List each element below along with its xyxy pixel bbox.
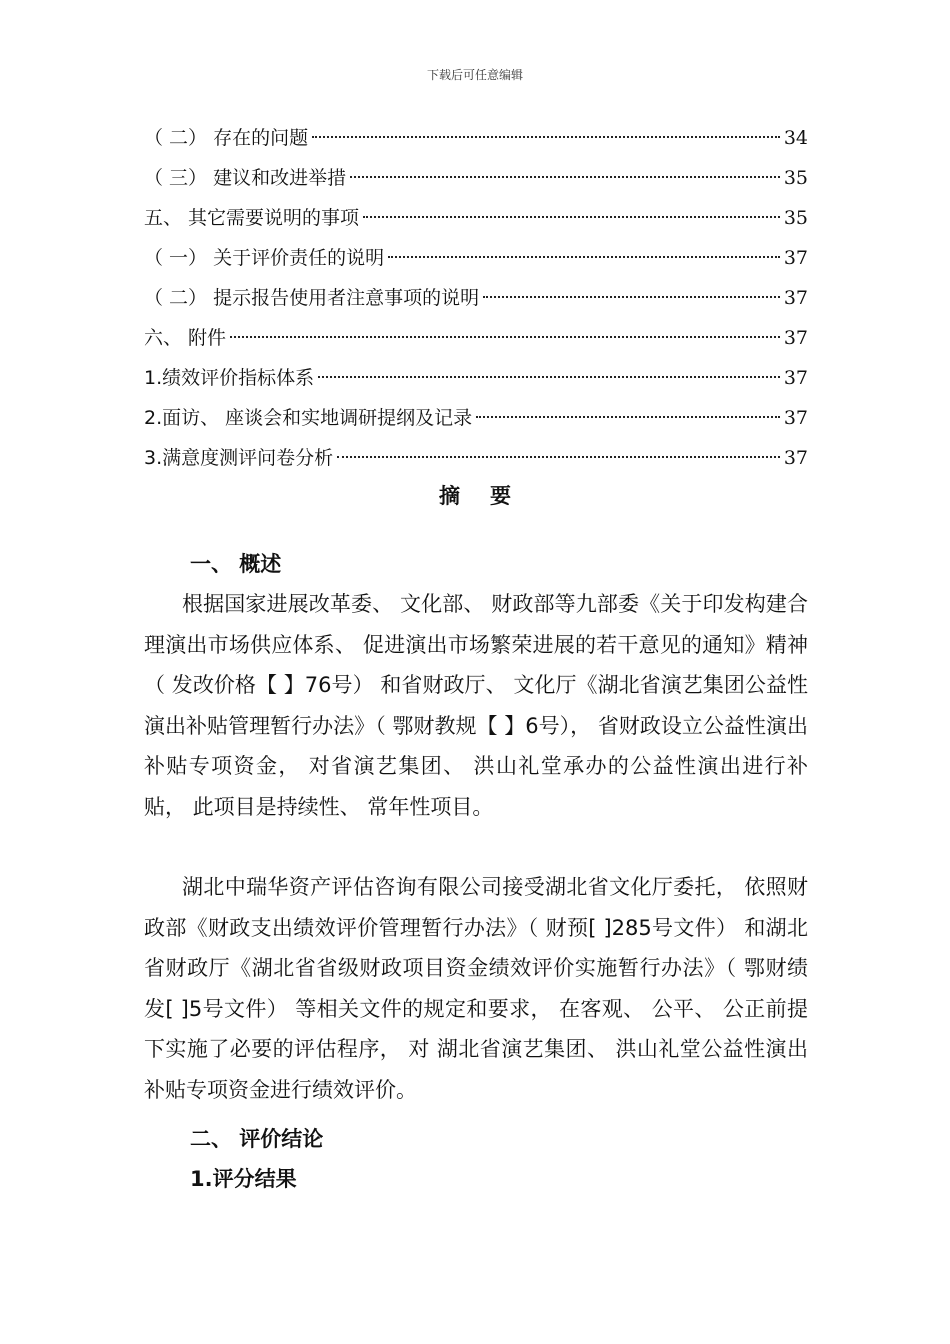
toc-label: （ 二） 提示报告使用者注意事项的说明 (144, 287, 480, 309)
toc-page-number: 37 (783, 327, 808, 349)
toc-page-number: 35 (783, 207, 808, 229)
toc-leader-dots (312, 136, 780, 138)
toc-label: 1.绩效评价指标体系 (144, 367, 315, 389)
toc-label: （ 一） 关于评价责任的说明 (144, 247, 385, 269)
toc-label: 六、 附件 (144, 327, 227, 349)
toc-row (144, 280, 808, 320)
toc-leader-dots (363, 216, 780, 218)
toc-page-number: 37 (783, 367, 808, 389)
toc-row (144, 160, 808, 200)
toc-page-number: 37 (783, 447, 808, 469)
toc-row (144, 440, 808, 480)
toc-leader-dots (230, 336, 780, 338)
toc-leader-dots (350, 176, 780, 178)
toc-row (144, 240, 808, 280)
toc-label: 3.满意度测评问卷分析 (144, 447, 334, 469)
paragraph-overview: 根据国家进展改革委、 文化部、 财政部等九部委《关于印发构建合理演出市场供应体系、 促进演出市场繁荣进展的若干意见的通知》精神（ 发改价格【 】76号） 和省财政厅、 文化厅《湖北省演艺集团公益性演出补贴管理暂行办法》（ 鄂财教规【 】6号）， 省财政设立公益性演出补贴专项资金， 对省演艺集团、 洪山礼堂承办的公益性演出进行补贴， 此项目是持续性、 常年性项目。 (144, 592, 808, 819)
toc-label: 2.面访、 座谈会和实地调研提纲及记录 (144, 407, 473, 429)
toc-leader-dots (318, 376, 780, 378)
toc-page-number: 37 (783, 407, 808, 429)
toc-leader-dots (483, 296, 780, 298)
section-heading-overview: 一、 概述 (190, 552, 282, 576)
toc-leader-dots (388, 256, 780, 258)
toc-label: 五、 其它需要说明的事项 (144, 207, 360, 229)
toc-label: （ 二） 存在的问题 (144, 127, 309, 149)
toc-row (144, 120, 808, 160)
toc-page-number: 37 (783, 287, 808, 309)
toc-page-number: 35 (783, 167, 808, 189)
toc-label: （ 三） 建议和改进举措 (144, 167, 347, 189)
header-note: 下载后可任意编辑 (426, 68, 523, 82)
toc-page-number: 34 (783, 127, 808, 149)
toc-page-number: 37 (783, 247, 808, 269)
toc-leader-dots (337, 456, 780, 458)
section-heading-conclusion: 二、 评价结论 (190, 1127, 324, 1151)
toc-row (144, 360, 808, 400)
abstract-title: 摘要 (439, 484, 541, 508)
toc-row (144, 200, 808, 240)
toc-row (144, 400, 808, 440)
subsection-heading-score-result: 1.评分结果 (190, 1167, 297, 1191)
toc-row (144, 320, 808, 360)
table-of-contents (144, 120, 808, 480)
paragraph-evaluation-basis: 湖北中瑞华资产评估咨询有限公司接受湖北省文化厅委托， 依照财政部《财政支出绩效评价管理暂行办法》（ 财预[ ]285号文件） 和湖北省财政厅《湖北省省级财政项目资金绩效评价实施暂行办法》（ 鄂财绩发[ ]5号文件） 等相关文件的规定和要求， 在客观、 公平、 公正前提下实施了必要的评估程序， 对 湖北省演艺集团、 洪山礼堂公益性演出补贴专项资金进行绩效评价。 (144, 875, 808, 1102)
toc-leader-dots (476, 416, 780, 418)
